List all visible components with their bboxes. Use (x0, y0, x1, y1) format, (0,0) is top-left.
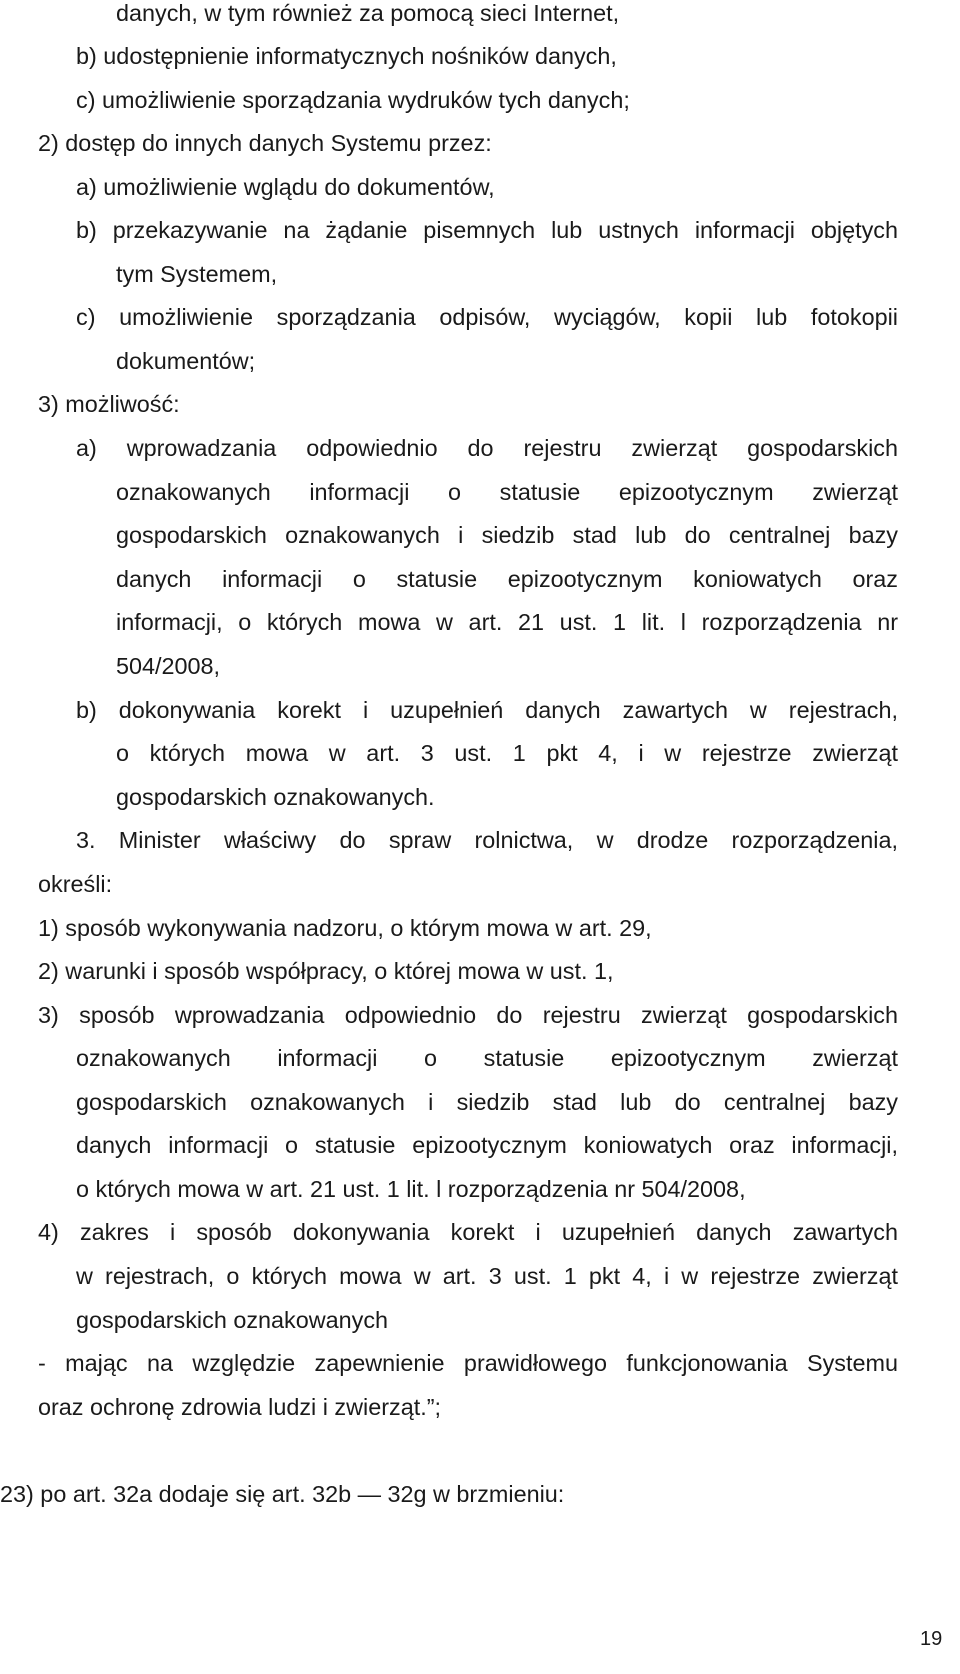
text-line: a) wprowadzania odpowiednio do rejestru zwierząt gospodarskich (76, 435, 898, 461)
text-line: o których mowa w art. 21 ust. 1 lit. l rozporządzenia nr 504/2008, (76, 1176, 746, 1202)
text-line: o których mowa w art. 3 ust. 1 pkt 4, i w rejestrze zwierząt (116, 740, 898, 766)
text-line: w rejestrach, o których mowa w art. 3 ust. 1 pkt 4, i w rejestrze zwierząt (76, 1263, 898, 1289)
text-line: b) przekazywanie na żądanie pisemnych lub ustnych informacji objętych (76, 217, 898, 243)
text-line: oraz ochronę zdrowia ludzi i zwierząt.”; (38, 1394, 441, 1420)
text-line: gospodarskich oznakowanych i siedzib stad lub do centralnej bazy (76, 1089, 898, 1115)
text-line: określi: (38, 871, 113, 897)
text-line: danych informacji o statusie epizootycznym koniowatych oraz informacji, (76, 1132, 898, 1158)
text-line: - mając na względzie zapewnienie prawidłowego funkcjonowania Systemu (38, 1350, 898, 1376)
text-line: 3) sposób wprowadzania odpowiednio do rejestru zwierząt gospodarskich (38, 1002, 898, 1028)
text-line: oznakowanych informacji o statusie epizootycznym zwierząt (116, 479, 898, 505)
text-line: informacji, o których mowa w art. 21 ust. 1 lit. l rozporządzenia nr (116, 609, 898, 635)
text-line: c) umożliwienie sporządzania odpisów, wyciągów, kopii lub fotokopii (76, 304, 898, 330)
text-line: 3. Minister właściwy do spraw rolnictwa, w drodze rozporządzenia, (76, 827, 898, 853)
text-line: danych, w tym również za pomocą sieci Internet, (116, 0, 620, 26)
text-line: 2) warunki i sposób współpracy, o której mowa w ust. 1, (38, 958, 614, 984)
text-line: b) udostępnienie informatycznych nośników danych, (76, 43, 617, 69)
text-line: 4) zakres i sposób dokonywania korekt i uzupełnień danych zawartych (38, 1219, 898, 1245)
text-line: c) umożliwienie sporządzania wydruków tych danych; (76, 87, 630, 113)
text-line: 1) sposób wykonywania nadzoru, o którym mowa w art. 29, (38, 915, 652, 941)
text-line: b) dokonywania korekt i uzupełnień danych zawartych w rejestrach, (76, 697, 898, 723)
text-line: 23) po art. 32a dodaje się art. 32b — 32g w brzmieniu: (0, 1481, 565, 1507)
text-line: oznakowanych informacji o statusie epizootycznym zwierząt (76, 1045, 898, 1071)
page-number: 19 (920, 1628, 943, 1650)
text-line: 2) dostęp do innych danych Systemu przez: (38, 130, 492, 156)
text-line: dokumentów; (116, 348, 256, 374)
text-line: tym Systemem, (116, 261, 278, 287)
text-line: gospodarskich oznakowanych i siedzib stad lub do centralnej bazy (116, 522, 898, 548)
text-line: gospodarskich oznakowanych (76, 1307, 389, 1333)
text-line: 3) możliwość: (38, 391, 180, 417)
text-line: 504/2008, (116, 653, 221, 679)
text-line: gospodarskich oznakowanych. (116, 784, 435, 810)
text-line: a) umożliwienie wglądu do dokumentów, (76, 174, 495, 200)
text-line: danych informacji o statusie epizootycznym koniowatych oraz (116, 566, 898, 592)
